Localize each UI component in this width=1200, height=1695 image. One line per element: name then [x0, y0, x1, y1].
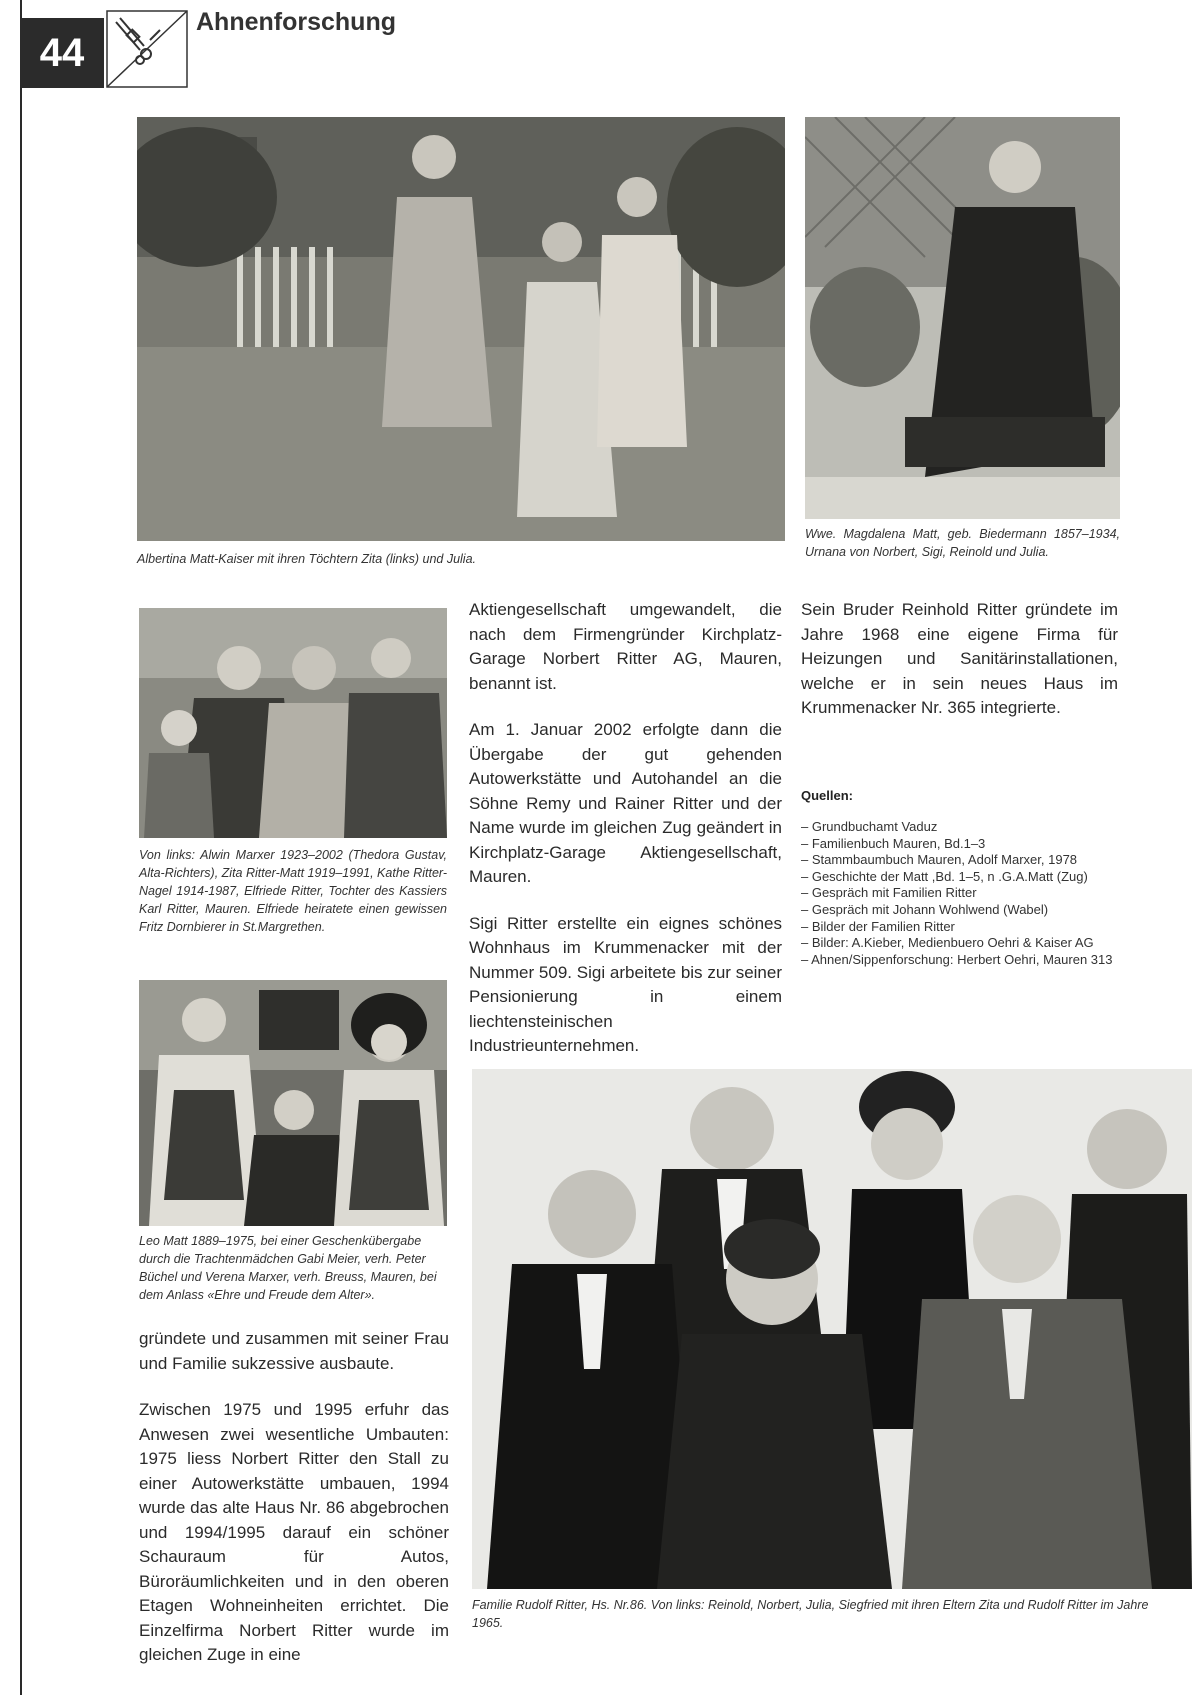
right-paragraph-1: Sein Bruder Reinhold Ritter gründete im Jahre 1968 eine eigene Firma für Heizungen und Sanitärinstallationen, welche er in sein neues Haus im Krummenacker Nr. 365 integrierte.	[801, 600, 1118, 717]
source-item: – Geschichte der Matt ,Bd. 1–5, n .G.A.Matt (Zug)	[801, 868, 1088, 884]
middle-column-text	[469, 598, 782, 1081]
source-item: – Gespräch mit Familien Ritter	[801, 885, 977, 901]
middle-paragraph-1: Aktiengesellschaft umgewandelt, die nach dem Firmengründer Kirchplatz-Garage Norbert Ritter AG, Mauren, benannt ist.	[469, 600, 782, 693]
middle-paragraph-3: Sigi Ritter erstellte ein eignes schönes Wohnhaus im Krummenacker mit der Nummer 509. Sigi arbeitete bis zur seiner Pensionierung in einem liechtensteinischen Industrieunternehmen.	[469, 913, 782, 1055]
left-paragraph-2: Zwischen 1975 und 1995 erfuhr das Anwesen zwei wesentliche Umbauten: 1975 liess Norbert Ritter den Stall zu einer Autowerkstätte umbauen, 1994 wurde das alte Haus Nr. 86 abgebrochen und 1994/1995 darauf ein schöner Schauraum für Autos, Büroräumlichkeiten und in den oberen Etagen Wohneinheiten errichtet. Die Einzelfirma Norbert Ritter wurde im gleichen Zuge in eine	[139, 1400, 449, 1664]
page-margin-rule	[20, 0, 22, 1695]
source-item: – Bilder der Familien Ritter	[801, 918, 955, 934]
left-column-text	[139, 1327, 449, 1690]
source-item: – Familienbuch Mauren, Bd.1–3	[801, 835, 986, 851]
source-item: – Grundbuchamt Vaduz	[801, 819, 938, 834]
caption-photo2: Wwe. Magdalena Matt, geb. Biedermann 1857–1934, Urnana von Norbert, Sigi, Reinold und Julia.	[805, 527, 1120, 559]
photo-four-relatives	[139, 608, 447, 838]
source-item: – Stammbaumbuch Mauren, Adolf Marxer, 1978	[801, 852, 1078, 868]
photo-magdalena-matt	[805, 117, 1120, 519]
caption-photo4: Leo Matt 1889–1975, bei einer Geschenkübergabe durch die Trachtenmädchen Gabi Meier, verh. Peter Büchel und Verena Marxer, verh. Breuss, Mauren, bei dem Anlass «Ehre und Freude dem Alter».	[139, 1234, 437, 1302]
right-column-text	[801, 598, 1118, 743]
caption-photo1: Albertina Matt-Kaiser mit ihren Töchtern Zita (links) und Julia.	[137, 552, 477, 566]
photo-albertina-daughters	[137, 117, 785, 541]
coat-of-arms-logo	[106, 10, 188, 88]
caption-photo5: Familie Rudolf Ritter, Hs. Nr.86. Von links: Reinold, Norbert, Julia, Siegfried mit ihren Eltern Zita und Rudolf Ritter im Jahre 1965.	[472, 1598, 1149, 1630]
photo-leo-matt	[139, 980, 447, 1226]
caption-photo3: Von links: Alwin Marxer 1923–2002 (Thedora Gustav, Alta-Richters), Zita Ritter-Matt 1919–1991, Kathe Ritter-Nagel 1914-1987, Elfriede Ritter, Tochter des Kassiers Karl Ritter, Mauren. Elfriede heiratete einen gewissen Fritz Dornbierer in St.Margrethen.	[139, 848, 448, 934]
source-item: – Bilder: A.Kieber, Medienbuero Oehri & Kaiser AG	[801, 935, 1094, 951]
photo-family-rudolf-ritter	[472, 1069, 1192, 1589]
middle-paragraph-2: Am 1. Januar 2002 erfolgte dann die Übergabe der gut gehenden Autowerkstätte und Autohandel an die Söhne Remy und Rainer Ritter und der Name wurde im gleichen Zug geändert in Kirchplatz-Garage Aktiengesellschaft, Mauren.	[469, 720, 782, 886]
left-paragraph-1: gründete und zusammen mit seiner Frau und Familie sukzessive ausbaute.	[139, 1329, 449, 1373]
section-title: Ahnenforschung	[196, 8, 396, 36]
source-item: – Gespräch mit Johann Wohlwend (Wabel)	[801, 901, 1049, 917]
source-item: – Ahnen/Sippenforschung: Herbert Oehri, Mauren 313	[801, 951, 1113, 967]
page-number: 44	[20, 18, 104, 88]
sources-list	[801, 819, 1117, 968]
sources-title: Quellen:	[801, 788, 854, 803]
